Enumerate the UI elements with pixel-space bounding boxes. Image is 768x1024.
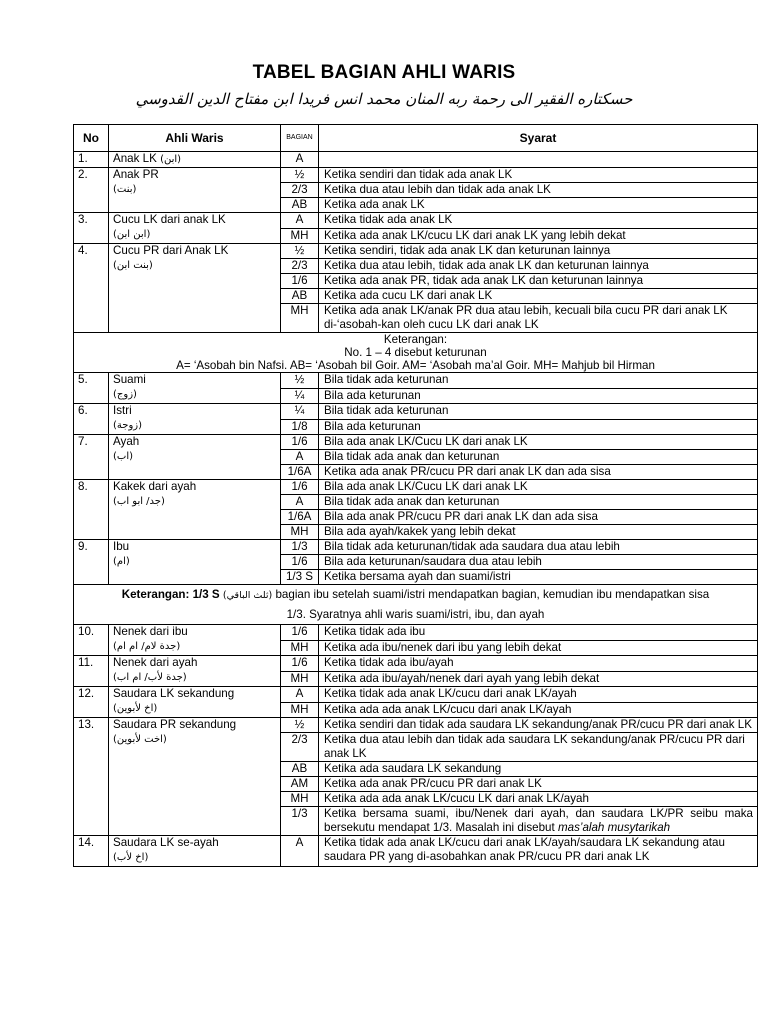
condition-cell: Ketika ada anak LK/anak PR dua atau lebih, kecuali bila cucu PR dari anak LK di-‘asobah-kan oleh cucu LK dari anak LK xyxy=(319,304,758,333)
condition-cell: Bila ada anak LK/Cucu LK dari anak LK xyxy=(319,480,758,495)
table-row xyxy=(74,404,758,420)
heir-name: Ayah xyxy=(113,435,140,448)
heir-name: Anak PR xyxy=(113,168,159,181)
note-cell xyxy=(74,585,758,625)
condition-cell: Ketika ada cucu LK dari anak LK xyxy=(319,289,758,304)
heir-arabic: (بنت ابن) xyxy=(113,260,153,271)
header-heir: Ahli Waris xyxy=(109,125,281,152)
condition-cell: Ketika tidak ada anak LK/cucu dari anak LK/ayah xyxy=(319,687,758,703)
heir-name: Suami xyxy=(113,373,146,386)
heir-arabic: (جدة لام/ ام ام) xyxy=(113,641,181,652)
row-no: 12. xyxy=(74,687,109,718)
share-cell: MH xyxy=(281,525,319,540)
heir-name: Saudara LK se-ayah xyxy=(113,836,219,849)
note-prefix: Keterangan: 1/3 S xyxy=(121,588,220,601)
heir-arabic: (جدة لأب/ ام اب) xyxy=(113,672,187,683)
note-arabic: (ثلث الباقي) xyxy=(222,590,273,601)
heir-arabic: (اخ لأبوين) xyxy=(113,703,158,714)
author-line: حسكتاره الفقير الى رحمة ربه المنان محمد انس فريدا ابن مفتاح الدين القدوسي xyxy=(135,90,633,108)
heir-name: Nenek dari ayah xyxy=(113,656,198,669)
condition-cell: Ketika tidak ada ibu/ayah xyxy=(319,656,758,672)
condition-cell xyxy=(319,807,758,836)
share-cell: 1/3 xyxy=(281,807,319,836)
condition-cell: Ketika bersama ayah dan suami/istri xyxy=(319,570,758,585)
condition-cell: Bila tidak ada anak dan keturunan xyxy=(319,495,758,510)
header-no: No xyxy=(74,125,109,152)
header-share: BAGIAN xyxy=(281,125,319,152)
heir-arabic: (جد/ ابو اب) xyxy=(113,496,165,507)
table-row xyxy=(74,656,758,672)
condition-cell: Ketika tidak ada ibu xyxy=(319,625,758,641)
heir-arabic: (اخت لأبوين) xyxy=(113,734,167,745)
condition-cell: Bila ada keturunan xyxy=(319,419,758,435)
heir-cell xyxy=(109,152,281,168)
heir-cell xyxy=(109,168,281,213)
heir-name: Istri xyxy=(113,404,132,417)
condition-cell: Bila tidak ada keturunan xyxy=(319,404,758,420)
heir-name: Cucu PR dari Anak LK xyxy=(113,244,229,257)
heir-cell xyxy=(109,540,281,585)
condition-cell: Bila ada keturunan xyxy=(319,388,758,404)
condition-cell: Ketika tidak ada anak LK/cucu dari anak LK/ayah/saudara LK sekandung atau saudara PR yang di-asobahkan anak PR/cucu PR dari anak LK xyxy=(319,836,758,867)
heir-arabic: (اب) xyxy=(113,451,134,462)
note-text: bagian ibu setelah suami/istri mendapatkan bagian, kemudian ibu mendapatkan sisa xyxy=(275,588,710,601)
share-cell: AB xyxy=(281,198,319,213)
heir-arabic: (ابن ابن) xyxy=(113,229,151,240)
table-row xyxy=(74,687,758,703)
share-cell: 1/6 xyxy=(281,274,319,289)
heir-name: Kakek dari ayah xyxy=(113,480,197,493)
heir-name: Anak LK xyxy=(113,152,157,165)
share-cell: MH xyxy=(281,702,319,718)
share-cell: A xyxy=(281,450,319,465)
condition-cell: Bila ada anak LK/Cucu LK dari anak LK xyxy=(319,435,758,450)
condition-cell: Ketika dua atau lebih dan tidak ada anak LK xyxy=(319,183,758,198)
table-row xyxy=(74,540,758,555)
share-cell: 2/3 xyxy=(281,259,319,274)
condition-cell: Ketika ada anak PR/cucu PR dari anak LK xyxy=(319,777,758,792)
row-no: 11. xyxy=(74,656,109,687)
heir-arabic: (زوجة) xyxy=(113,420,143,431)
share-cell: 1/6 xyxy=(281,656,319,672)
condition-cell: Ketika ada anak LK/cucu LK dari anak LK yang lebih dekat xyxy=(319,228,758,244)
condition-cell: Ketika dua atau lebih, tidak ada anak LK dan keturunan lainnya xyxy=(319,259,758,274)
share-cell: 1/3 S xyxy=(281,570,319,585)
header-condition: Syarat xyxy=(319,125,758,152)
row-no: 10. xyxy=(74,625,109,656)
table-row xyxy=(74,152,758,168)
share-cell: 1/6A xyxy=(281,465,319,480)
heir-arabic: (ابن) xyxy=(160,154,182,165)
row-no: 8. xyxy=(74,480,109,540)
heir-arabic: (اخ لأب) xyxy=(113,852,149,863)
condition-cell: Ketika dua atau lebih dan tidak ada saudara LK sekandung/anak PR/cucu PR dari anak LK xyxy=(319,733,758,762)
share-cell: MH xyxy=(281,304,319,333)
heir-arabic: (ام) xyxy=(113,556,130,567)
row-no: 3. xyxy=(74,213,109,244)
heir-name: Saudara LK sekandung xyxy=(113,687,235,700)
share-cell: MH xyxy=(281,792,319,807)
row-no: 9. xyxy=(74,540,109,585)
share-cell: A xyxy=(281,152,319,168)
condition-cell: Ketika sendiri dan tidak ada saudara LK sekandung/anak PR/cucu PR dari anak LK xyxy=(319,718,758,733)
condition-term: mas’alah musytarikah xyxy=(557,821,671,834)
condition-cell: Bila ada anak PR/cucu PR dari anak LK dan ada sisa xyxy=(319,510,758,525)
row-no: 1. xyxy=(74,152,109,168)
note-row xyxy=(74,585,758,625)
heir-cell xyxy=(109,625,281,656)
share-cell: 1/6 xyxy=(281,625,319,641)
heir-cell xyxy=(109,687,281,718)
heir-name: Ibu xyxy=(113,540,130,553)
table-row xyxy=(74,480,758,495)
share-cell: MH xyxy=(281,228,319,244)
condition-cell: Bila tidak ada keturunan xyxy=(319,373,758,389)
heir-cell xyxy=(109,718,281,836)
condition-cell: Bila ada ayah/kakek yang lebih dekat xyxy=(319,525,758,540)
condition-text: Ketika bersama suami, ibu/Nenek dari ayah, dan saudara LK/PR seibu maka bersekutu mendapat 1/3. Masalah ini disebut xyxy=(324,807,753,834)
condition-cell: Ketika ada ada anak LK/cucu LK dari anak LK/ayah xyxy=(319,792,758,807)
table-row xyxy=(74,836,758,867)
condition-cell: Bila ada keturunan/saudara dua atau lebih xyxy=(319,555,758,570)
condition-cell: Ketika ada ibu/nenek dari ibu yang lebih dekat xyxy=(319,640,758,656)
row-no: 2. xyxy=(74,168,109,213)
heir-cell xyxy=(109,213,281,244)
note-line: No. 1 – 4 disebut keturunan xyxy=(344,346,487,359)
share-cell: AB xyxy=(281,762,319,777)
share-cell: A xyxy=(281,495,319,510)
table-row xyxy=(74,213,758,229)
share-cell: 1/6 xyxy=(281,480,319,495)
heir-cell xyxy=(109,480,281,540)
condition-cell: Ketika ada ada anak LK/cucu dari anak LK/ayah xyxy=(319,702,758,718)
note-line: 1/3. Syaratnya ahli waris suami/istri, ibu, dan ayah xyxy=(286,608,545,621)
table-header-row xyxy=(74,125,758,152)
row-no: 13. xyxy=(74,718,109,836)
heir-name: Cucu LK dari anak LK xyxy=(113,213,226,226)
share-cell: ½ xyxy=(281,373,319,389)
condition-cell xyxy=(319,152,758,168)
share-cell: 1/8 xyxy=(281,419,319,435)
share-cell: AM xyxy=(281,777,319,792)
share-cell: ½ xyxy=(281,718,319,733)
share-cell: 1/6 xyxy=(281,435,319,450)
table-row xyxy=(74,373,758,389)
share-cell: ¼ xyxy=(281,404,319,420)
share-cell: 1/3 xyxy=(281,540,319,555)
condition-cell: Ketika ada ibu/ayah/nenek dari ayah yang lebih dekat xyxy=(319,671,758,687)
share-cell: MH xyxy=(281,671,319,687)
share-cell: A xyxy=(281,836,319,867)
heir-cell xyxy=(109,435,281,480)
heir-arabic: (بنت) xyxy=(113,184,137,195)
note-legend: A= ‘Asobah bin Nafsi. AB= ‘Asobah bil Goir. AM= ‘Asobah ma’al Goir. MH= Mahjub bil Hirman xyxy=(176,359,655,372)
heir-name: Saudara PR sekandung xyxy=(113,718,237,731)
share-cell: 2/3 xyxy=(281,183,319,198)
share-cell: ½ xyxy=(281,168,319,183)
heir-cell xyxy=(109,656,281,687)
table-row xyxy=(74,718,758,733)
condition-cell: Ketika ada anak PR, tidak ada anak LK dan keturunan lainnya xyxy=(319,274,758,289)
heir-name: Nenek dari ibu xyxy=(113,625,188,638)
row-no: 7. xyxy=(74,435,109,480)
page-title: TABEL BAGIAN AHLI WARIS xyxy=(252,62,516,83)
condition-cell: Ketika ada saudara LK sekandung xyxy=(319,762,758,777)
condition-cell: Bila tidak ada keturunan/tidak ada saudara dua atau lebih xyxy=(319,540,758,555)
condition-cell: Ketika ada anak LK xyxy=(319,198,758,213)
share-cell: 1/6A xyxy=(281,510,319,525)
row-no: 5. xyxy=(74,373,109,404)
table-row xyxy=(74,168,758,183)
heir-arabic: (زوج) xyxy=(113,389,137,400)
heir-cell xyxy=(109,244,281,333)
note-row xyxy=(74,333,758,373)
table-container xyxy=(73,124,757,867)
share-cell: A xyxy=(281,687,319,703)
row-no: 14. xyxy=(74,836,109,867)
heir-cell xyxy=(109,373,281,404)
table-row xyxy=(74,435,758,450)
share-cell: ¼ xyxy=(281,388,319,404)
share-cell: 1/6 xyxy=(281,555,319,570)
condition-cell: Bila tidak ada anak dan keturunan xyxy=(319,450,758,465)
condition-cell: Ketika sendiri dan tidak ada anak LK xyxy=(319,168,758,183)
row-no: 4. xyxy=(74,244,109,333)
share-cell: 2/3 xyxy=(281,733,319,762)
table-row xyxy=(74,625,758,641)
share-cell: AB xyxy=(281,289,319,304)
share-cell: MH xyxy=(281,640,319,656)
heir-cell xyxy=(109,836,281,867)
condition-cell: Ketika ada anak PR/cucu PR dari anak LK dan ada sisa xyxy=(319,465,758,480)
note-cell xyxy=(74,333,758,373)
heir-cell xyxy=(109,404,281,435)
inheritance-table xyxy=(73,124,758,867)
share-cell: ½ xyxy=(281,244,319,259)
share-cell: A xyxy=(281,213,319,229)
table-row xyxy=(74,244,758,259)
note-heading: Keterangan: xyxy=(383,333,448,346)
condition-cell: Ketika tidak ada anak LK xyxy=(319,213,758,229)
row-no: 6. xyxy=(74,404,109,435)
condition-cell: Ketika sendiri, tidak ada anak LK dan keturunan lainnya xyxy=(319,244,758,259)
